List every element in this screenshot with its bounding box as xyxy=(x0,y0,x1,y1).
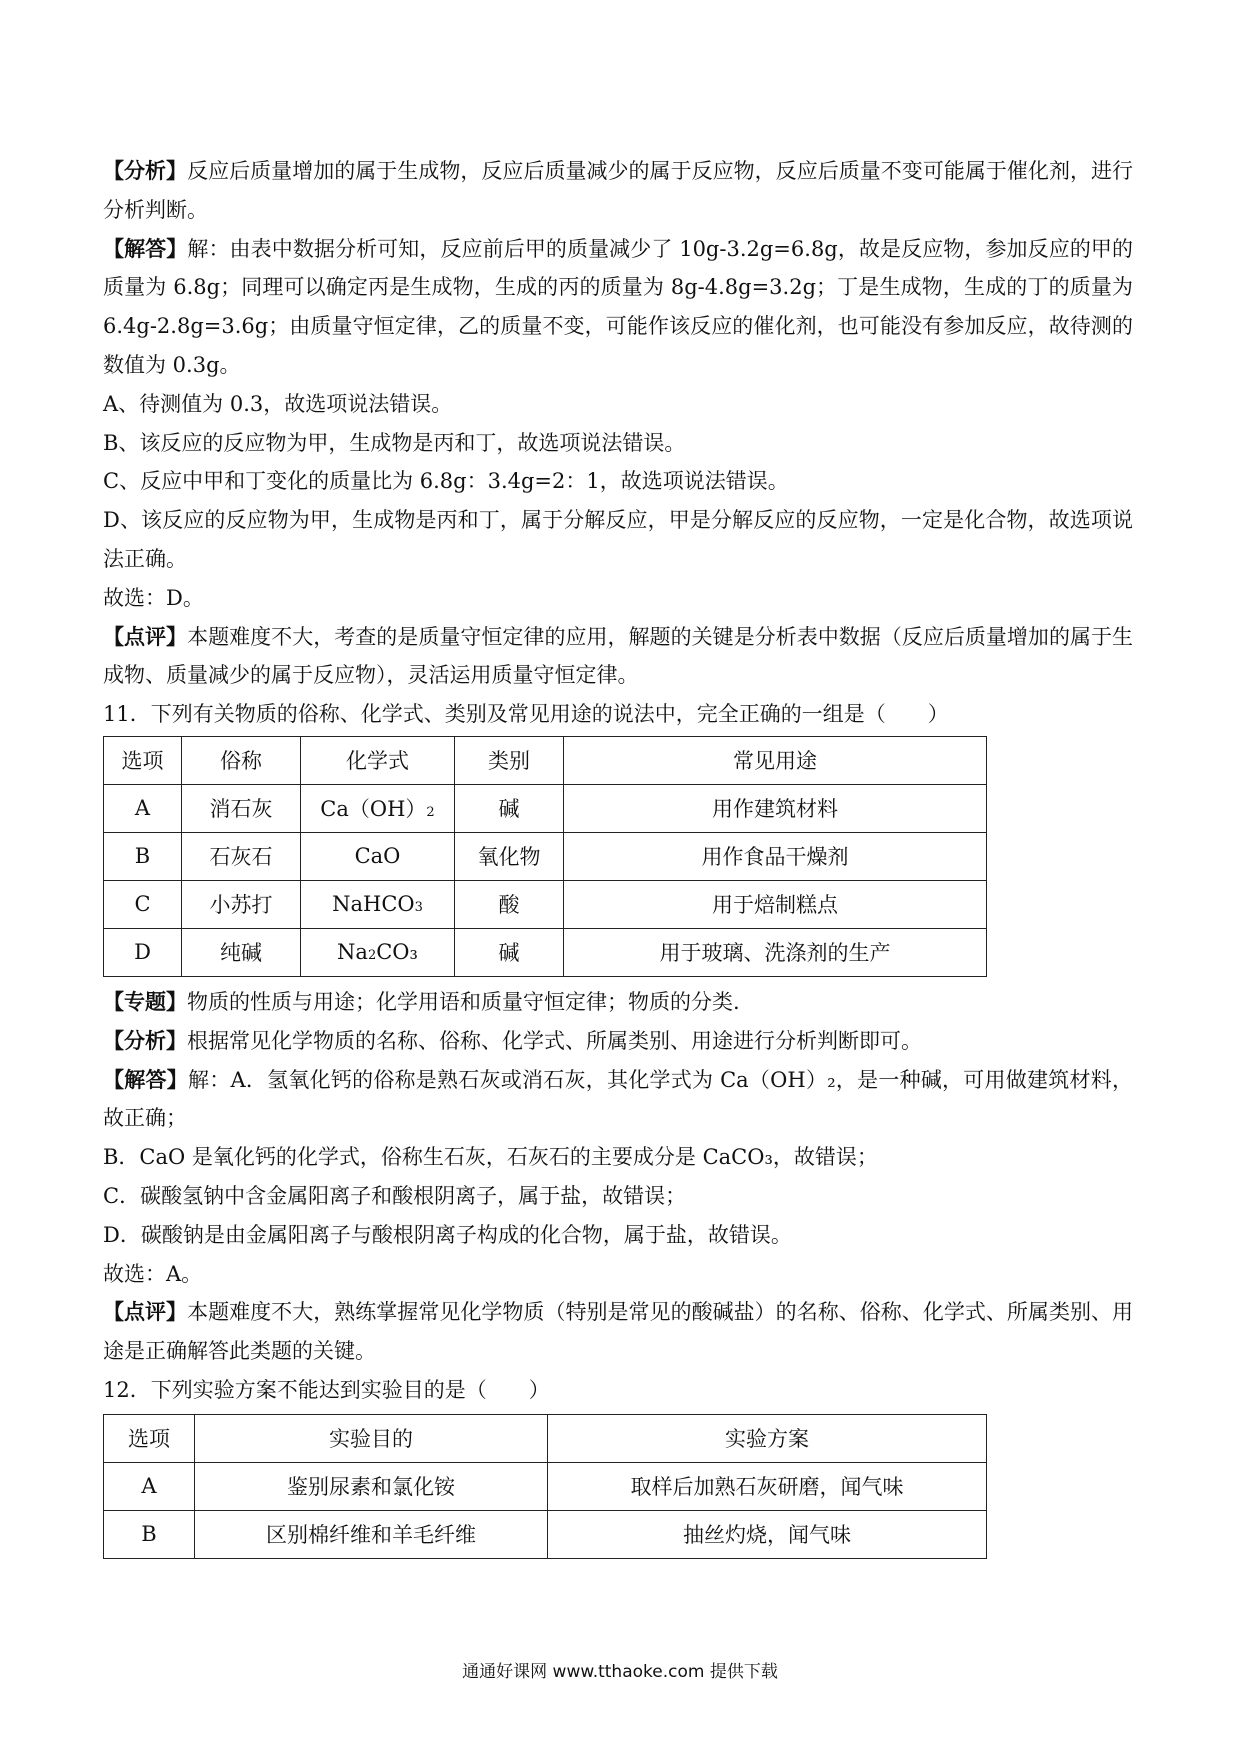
analysis-text: 反应后质量增加的属于生成物，反应后质量减少的属于反应物，反应后质量不变可能属于催化剂，进行分析判断。 xyxy=(103,159,1134,222)
header-cell: 选项 xyxy=(104,1414,195,1462)
table-cell: 消石灰 xyxy=(182,784,301,832)
table-cell: CaO xyxy=(301,832,455,880)
answer-tag: 【解答】 xyxy=(103,1066,188,1092)
q10-comment xyxy=(103,618,1133,696)
formula-tail: CO₃ xyxy=(376,940,418,965)
comment-tag: 【点评】 xyxy=(103,1299,188,1325)
comment-text: 本题难度不大，熟练掌握常见化学物质（特别是常见的酸碱盐）的名称、俗称、化学式、所属类别、用途是正确解答此类题的关键。 xyxy=(103,1300,1134,1364)
q10-analysis xyxy=(103,152,1133,230)
table-cell: 石灰石 xyxy=(182,832,301,880)
table-header-row xyxy=(104,736,987,784)
q11-analysis xyxy=(103,1022,1133,1061)
table-cell xyxy=(301,880,455,928)
q11-stem: 11．下列有关物质的俗称、化学式、类别及常见用途的说法中，完全正确的一组是（ ） xyxy=(103,702,949,727)
answer-text: 解：A．氢氧化钙的俗称是熟石灰或消石灰，其化学式为 Ca（OH）₂，是一种碱，可用做建筑材料，故正确； xyxy=(103,1067,1133,1131)
analysis-text: 根据常见化学物质的名称、俗称、化学式、所属类别、用途进行分析判断即可。 xyxy=(187,1028,922,1053)
table-cell: 用作建筑材料 xyxy=(564,784,987,832)
table-cell: A xyxy=(104,1462,195,1510)
header-cell: 化学式 xyxy=(301,736,455,784)
table-cell: 用于焙制糕点 xyxy=(564,880,987,928)
q10-option-a: A、待测值为 0.3，故选项说法错误。 xyxy=(103,391,453,416)
q12-stem: 12．下列实验方案不能达到实验目的是（ ） xyxy=(103,1377,550,1402)
table-cell: A xyxy=(104,784,182,832)
table-cell: 区别棉纤维和羊毛纤维 xyxy=(195,1510,548,1558)
table-cell: 酸 xyxy=(455,880,564,928)
table-row xyxy=(104,928,987,976)
table-row xyxy=(104,1462,987,1510)
q10-option-d: D、该反应的反应物为甲，生成物是丙和丁，属于分解反应，甲是分解反应的反应物，一定是化合物，故选项说法正确。 xyxy=(103,508,1133,571)
table-cell: 纯碱 xyxy=(182,928,301,976)
comment-text: 本题难度不大，考查的是质量守恒定律的应用，解题的关键是分析表中数据（反应后质量增加的属于生成物、质量减少的属于反应物），灵活运用质量守恒定律。 xyxy=(103,624,1134,688)
table-cell: 碱 xyxy=(455,928,564,976)
table-header-row xyxy=(104,1414,987,1462)
header-cell: 俗称 xyxy=(182,736,301,784)
table-cell: D xyxy=(104,928,182,976)
table-row xyxy=(104,832,987,880)
formula: Ca（OH） xyxy=(320,797,427,822)
header-cell: 常见用途 xyxy=(564,736,987,784)
q11-line-d: D．碳酸钠是由金属阳离子与酸根阴离子构成的化合物，属于盐，故错误。 xyxy=(103,1222,792,1247)
page-content xyxy=(103,152,1133,1565)
comment-tag: 【点评】 xyxy=(103,623,188,649)
q10-answer xyxy=(103,230,1133,385)
table-cell: 小苏打 xyxy=(182,880,301,928)
table-cell: 取样后加熟石灰研磨，闻气味 xyxy=(548,1462,987,1510)
table-cell: 氧化物 xyxy=(455,832,564,880)
header-cell: 实验目的 xyxy=(195,1414,548,1462)
answer-tag: 【解答】 xyxy=(103,235,188,261)
formula: NaHCO xyxy=(332,892,415,917)
table-cell xyxy=(301,784,455,832)
q10-option-b: B、该反应的反应物为甲，生成物是丙和丁，故选项说法错误。 xyxy=(103,430,686,455)
q10-option-c: C、反应中甲和丁变化的质量比为 6.8g：3.4g=2：1，故选项说法错误。 xyxy=(103,469,789,494)
q11-topic xyxy=(103,983,1133,1022)
table-cell: 鉴别尿素和氯化铵 xyxy=(195,1462,548,1510)
q11-line-b: B．CaO 是氧化钙的化学式，俗称生石灰，石灰石的主要成分是 CaCO₃，故错误； xyxy=(103,1145,878,1170)
q10-choice: 故选：D。 xyxy=(103,585,204,610)
formula-subscript: 2 xyxy=(426,805,435,821)
formula: Na xyxy=(337,940,368,965)
q11-answer xyxy=(103,1061,1133,1139)
analysis-tag: 【分析】 xyxy=(103,158,188,183)
table-cell: C xyxy=(104,880,182,928)
q11-choice: 故选：A。 xyxy=(103,1261,203,1286)
topic-text: 物质的性质与用途；化学用语和质量守恒定律；物质的分类. xyxy=(187,989,740,1014)
q12-table xyxy=(103,1414,987,1559)
table-cell: B xyxy=(104,1510,195,1558)
formula-subscript: 3 xyxy=(414,900,423,916)
table-row xyxy=(104,1510,987,1558)
table-cell: 碱 xyxy=(455,784,564,832)
table-cell: 用于玻璃、洗涤剂的生产 xyxy=(564,928,987,976)
q11-comment xyxy=(103,1293,1133,1371)
topic-tag: 【专题】 xyxy=(103,988,187,1014)
analysis-tag: 【分析】 xyxy=(103,1027,187,1053)
header-cell: 类别 xyxy=(455,736,564,784)
answer-text: 解：由表中数据分析可知，反应前后甲的质量减少了 10g-3.2g=6.8g，故是反应物，参加反应的甲的质量为 6.8g；同理可以确定丙是生成物，生成的丙的质量为 8g-4.8g=3.2g；丁是生成物，生成的丁的质量为 6.4g-2.8g=3.6g；由质量守恒定律，乙的质量不变，可能作该反应的催化剂，也可能没有参加反应，故待测的数值为 0.3g。 xyxy=(103,236,1134,377)
header-cell: 选项 xyxy=(104,736,182,784)
formula-subscript: 2 xyxy=(367,948,377,964)
q11-line-c: C．碳酸氢钠中含金属阳离子和酸根阴离子，属于盐，故错误； xyxy=(103,1183,687,1208)
table-cell: 用作食品干燥剂 xyxy=(564,832,987,880)
table-row xyxy=(104,784,987,832)
q11-table xyxy=(103,736,987,977)
header-cell: 实验方案 xyxy=(548,1414,987,1462)
table-cell: B xyxy=(104,832,182,880)
table-row xyxy=(104,880,987,928)
page-footer: 通通好课网 www.tthaoke.com 提供下载 xyxy=(462,1662,778,1682)
table-cell: 抽丝灼烧，闻气味 xyxy=(548,1510,987,1558)
table-cell xyxy=(301,928,455,976)
